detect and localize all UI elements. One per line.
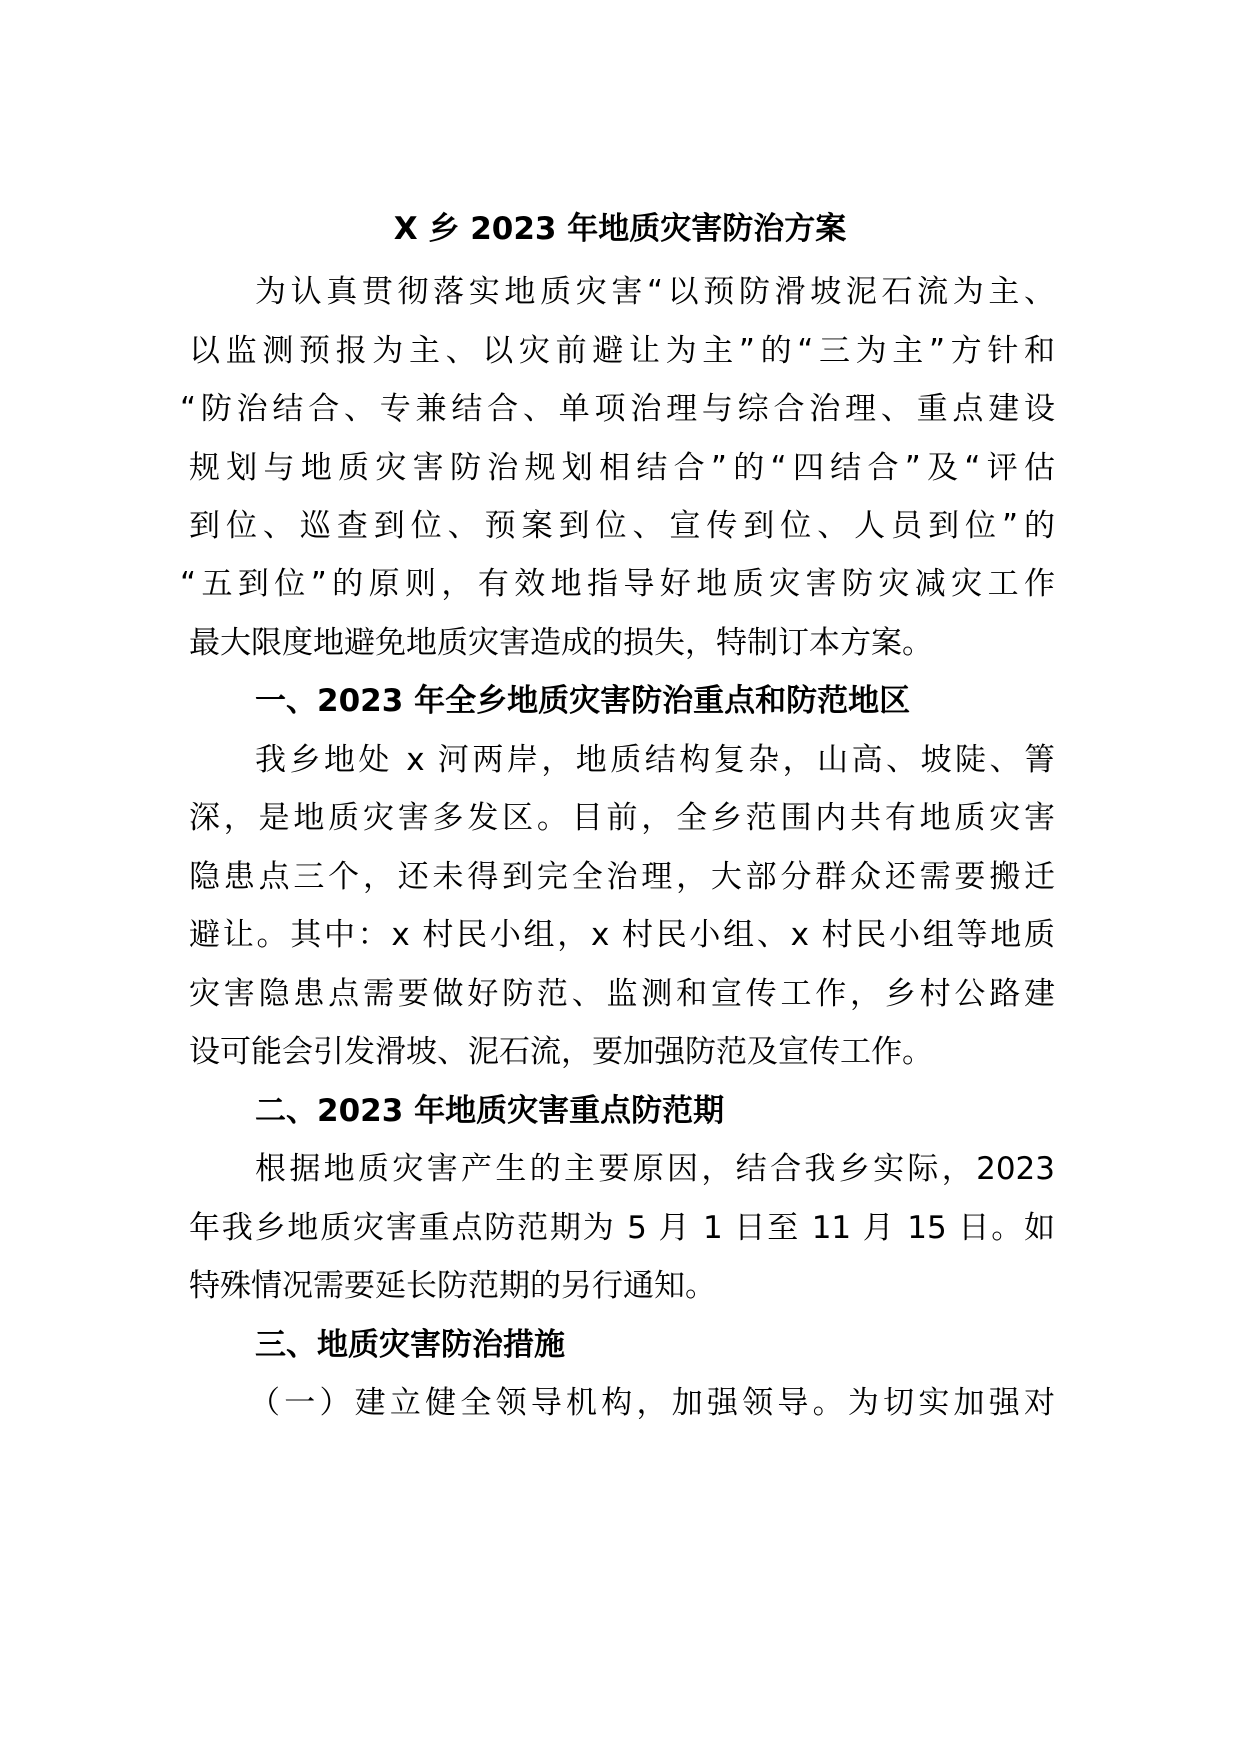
paragraph-line: 年我乡地质灾害重点防范期为 5 月 1 日至 11 月 15 日。如: [189, 1210, 1055, 1246]
paragraph-line: 避让。其中：x 村民小组，x 村民小组、x 村民小组等地质: [189, 917, 1055, 953]
paragraph-line: （一）建立健全领导机构，加强领导。为切实加强对: [249, 1385, 1055, 1421]
paragraph-line: 特殊情况需要延长防范期的另行通知。: [189, 1268, 716, 1304]
paragraph-line: 以监测预报为主、以灾前避让为主”的“三为主”方针和: [189, 333, 1055, 369]
paragraph-line: 规划与地质灾害防治规划相结合”的“四结合”及“评估: [189, 450, 1055, 486]
paragraph-line: 最大限度地避免地质灾害造成的损失，特制订本方案。: [189, 625, 933, 661]
paragraph-line: 我乡地处 x 河两岸，地质结构复杂，山高、坡陡、箐: [255, 742, 1055, 778]
document-title: X 乡 2023 年地质灾害防治方案: [393, 211, 847, 247]
paragraph-line: 隐患点三个，还未得到完全治理，大部分群众还需要搬迁: [189, 859, 1055, 895]
paragraph-line: 设可能会引发滑坡、泥石流，要加强防范及宣传工作。: [189, 1034, 933, 1070]
section-heading-3: 三、地质灾害防治措施: [255, 1327, 565, 1363]
paragraph-line: 深，是地质灾害多发区。目前，全乡范围内共有地质灾害: [189, 800, 1055, 836]
paragraph-line: 为认真贯彻落实地质灾害“以预防滑坡泥石流为主、: [255, 274, 1055, 310]
section-heading-1: 一、2023 年全乡地质灾害防治重点和防范地区: [255, 683, 911, 719]
paragraph-line: “防治结合、专兼结合、单项治理与综合治理、重点建设: [180, 391, 1055, 427]
section-heading-2: 二、2023 年地质灾害重点防范期: [255, 1093, 725, 1129]
paragraph-line: 灾害隐患点需要做好防范、监测和宣传工作，乡村公路建: [189, 976, 1055, 1012]
paragraph-line: “五到位”的原则，有效地指导好地质灾害防灾减灾工作: [180, 566, 1055, 602]
paragraph-line: 到位、巡查到位、预案到位、宣传到位、人员到位”的: [189, 508, 1055, 544]
paragraph-line: 根据地质灾害产生的主要原因，结合我乡实际，2023: [255, 1151, 1055, 1187]
